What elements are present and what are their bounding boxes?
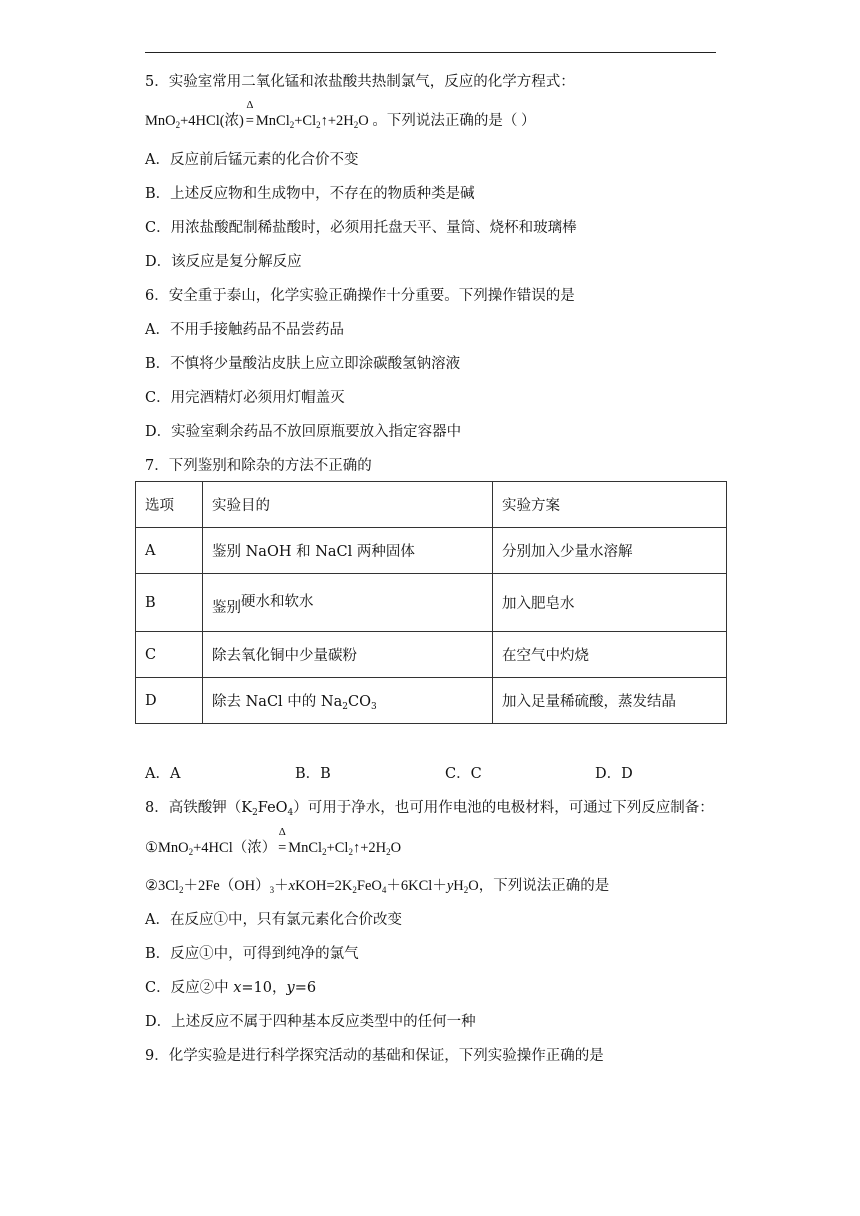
table-row bbox=[136, 528, 727, 574]
q6-option-c: C．用完酒精灯必须用灯帽盖灭 bbox=[145, 390, 345, 406]
row-option: C bbox=[136, 632, 203, 678]
row-plan: 在空气中灼烧 bbox=[493, 632, 727, 678]
header-plan: 实验方案 bbox=[493, 482, 727, 528]
row-plan: 加入足量稀硫酸，蒸发结晶 bbox=[493, 678, 727, 724]
q8-option-c: C．反应②中 x=10，y=6 bbox=[145, 980, 317, 996]
q7-choice-a: A．A bbox=[145, 766, 181, 782]
table-header-row bbox=[136, 482, 727, 528]
row-goal: 鉴别硬水和软水 bbox=[203, 574, 493, 632]
q7-choice-d: D．D bbox=[595, 766, 633, 782]
table-row bbox=[136, 632, 727, 678]
q8-option-d: D．上述反应不属于四种基本反应类型中的任何一种 bbox=[145, 1014, 476, 1030]
row-option: B bbox=[136, 574, 203, 632]
q8-stem: 8．高铁酸钾$(K_2FeO_4)$可用于净水，也可用作电池的电极材料，可通过下列反应制备： bbox=[145, 800, 714, 818]
q5-stem: 5．实验室常用二氧化锰和浓盐酸共热制氯气，反应的化学方程式： bbox=[145, 74, 575, 90]
row-goal: 鉴别 NaOH 和 NaCl 两种固体 bbox=[203, 528, 493, 574]
row-option: D bbox=[136, 678, 203, 724]
header-rule bbox=[145, 52, 716, 53]
q6-option-a: A．不用手接触药品不品尝药品 bbox=[145, 322, 344, 338]
header-option: 选项 bbox=[136, 482, 203, 528]
q8-equation-1: ①MnO$_2$+4HCl（浓） Δ = $MnCl_2+Cl_2↑+2H_2O$ bbox=[145, 826, 402, 857]
q5-option-d: D．该反应是复分解反应 bbox=[145, 254, 302, 270]
q8-option-b: B．反应①中，可得到纯净的氯气 bbox=[145, 946, 359, 962]
q7-choice-c: C．C bbox=[445, 766, 482, 782]
q7-stem: 7．下列鉴别和除杂的方法不正确的 bbox=[145, 458, 372, 474]
row-goal: 除去氧化铜中少量碳粉 bbox=[203, 632, 493, 678]
gas-arrow-icon: ↑ bbox=[320, 113, 328, 129]
table-row bbox=[136, 574, 727, 632]
q6-option-d: D．实验室剩余药品不放回原瓶要放入指定容器中 bbox=[145, 424, 462, 440]
row-plan: 分别加入少量水溶解 bbox=[493, 528, 727, 574]
table-row bbox=[136, 678, 727, 724]
q9-stem: 9．化学实验是进行科学探究活动的基础和保证，下列实验操作正确的是 bbox=[145, 1048, 604, 1064]
q5-option-b: B．上述反应物和生成物中，不存在的物质种类是碱 bbox=[145, 186, 475, 202]
q7-table bbox=[135, 481, 727, 724]
q5-equation: MnO$_2$+4HCl(浓) Δ = $MnCl_2+Cl_2↑+2H_2O$ 。下列说法正确的是（ ） bbox=[145, 99, 536, 130]
q5-option-a: A．反应前后锰元素的化合价不变 bbox=[145, 152, 359, 168]
q7-choice-b: B．B bbox=[295, 766, 331, 782]
header-goal: 实验目的 bbox=[203, 482, 493, 528]
row-plan: 加入肥皂水 bbox=[493, 574, 727, 632]
q8-equation-2: $②3Cl_2+2Fe(OH)_3+xKOH=2K_2FeO_4+6KCl+yH_2O$，下列说法正确的是 bbox=[145, 878, 610, 895]
row-option: A bbox=[136, 528, 203, 574]
q5-option-c: C．用浓盐酸配制稀盐酸时，必须用托盘天平、量筒、烧杯和玻璃棒 bbox=[145, 220, 577, 236]
q6-option-b: B．不慎将少量酸沾皮肤上应立即涂碳酸氢钠溶液 bbox=[145, 356, 461, 372]
q6-stem: 6．安全重于泰山，化学实验正确操作十分重要。下列操作错误的是 bbox=[145, 288, 575, 304]
q8-option-a: A．在反应①中，只有氯元素化合价改变 bbox=[145, 912, 402, 928]
heat-sign-icon: Δ = bbox=[245, 99, 254, 129]
heat-sign-icon: Δ = bbox=[278, 826, 287, 856]
row-goal: 除去 NaCl 中的 $Na_2CO_3$ bbox=[203, 678, 493, 724]
